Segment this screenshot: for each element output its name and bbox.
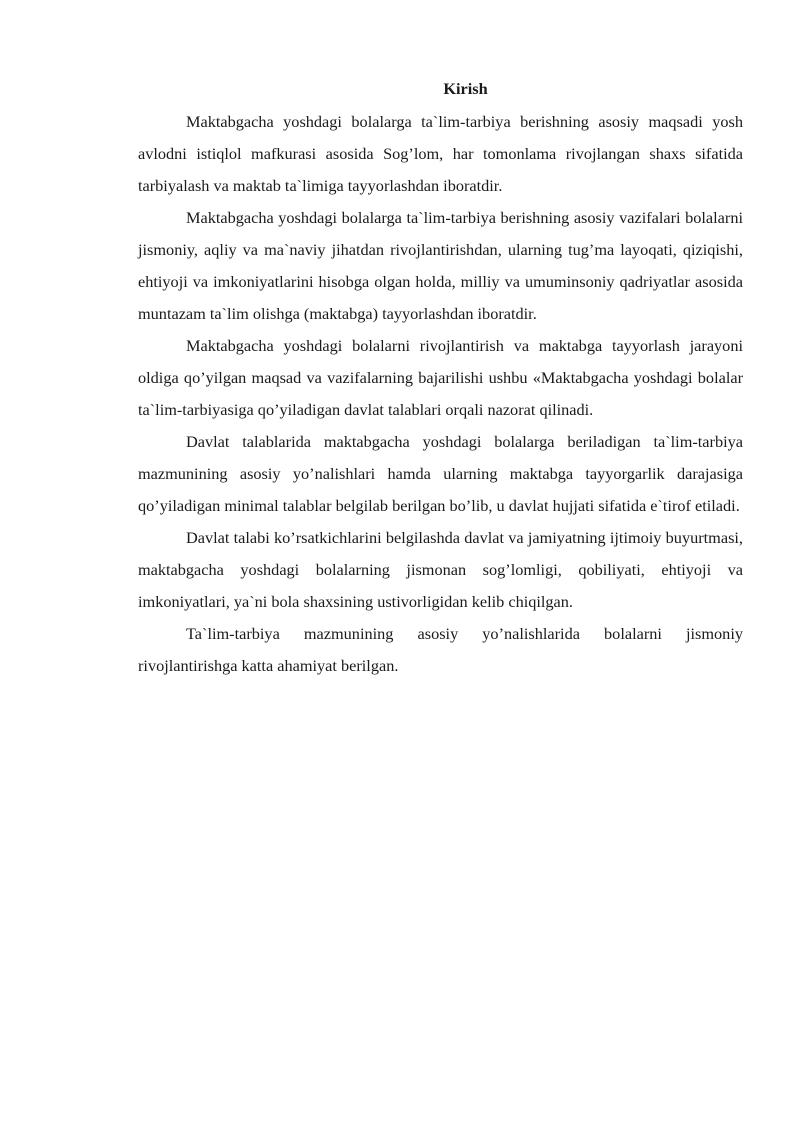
- paragraph-5: Davlat talabi ko’rsatkichlarini belgilashda davlat va jamiyatning ijtimoiy buyurtmasi, maktabgacha yoshdagi bolalarning jismonan sog’lomligi, qobiliyati, ehtiyoji va imkoniyatlari, ya`ni bola shaxsining ustivorligidan kelib chiqilgan.: [138, 528, 743, 611]
- paragraph-3: Maktabgacha yoshdagi bolalarni rivojlantirish va maktabga tayyorlash jarayoni oldiga qo’yilgan maqsad va vazifalarning bajarilishi ushbu «Maktabgacha yoshdagi bolalar ta`lim-tarbiyasiga qo’yiladigan davlat talablari orqali nazorat qilinadi.: [138, 336, 743, 419]
- paragraph-1: Maktabgacha yoshdagi bolalarga ta`lim-tarbiya berishning asosiy maqsadi yosh avlodni istiqlol mafkurasi asosida Sog’lom, har tomonlama rivojlangan shaxs sifatida tarbiyalash va maktab ta`limiga tayyorlashdan iboratdir.: [138, 112, 743, 195]
- paragraph-6: Ta`lim-tarbiya mazmunining asosiy yo’nalishlarida bolalarni jismoniy rivojlantirishga katta ahamiyat berilgan.: [138, 624, 743, 675]
- document-page: [138, 74, 743, 682]
- document-title: Kirish: [443, 79, 488, 98]
- paragraph-4: Davlat talablarida maktabgacha yoshdagi bolalarga beriladigan ta`lim-tarbiya mazmunining asosiy yo’nalishlari hamda ularning maktabga tayyorgarlik darajasiga qo’yiladigan minimal talablar belgilab berilgan bo’lib, u davlat hujjati sifatida e`tirof etiladi.: [138, 432, 743, 515]
- paragraph-2: Maktabgacha yoshdagi bolalarga ta`lim-tarbiya berishning asosiy vazifalari bolalarni jismoniy, aqliy va ma`naviy jihatdan rivojlantirishdan, ularning tug’ma layoqati, qiziqishi, ehtiyoji va imkoniyatlarini hisobga olgan holda, milliy va umuminsoniy qadriyatlar asosida muntazam ta`lim olishga (maktabga) tayyorlashdan iboratdir.: [138, 208, 743, 323]
